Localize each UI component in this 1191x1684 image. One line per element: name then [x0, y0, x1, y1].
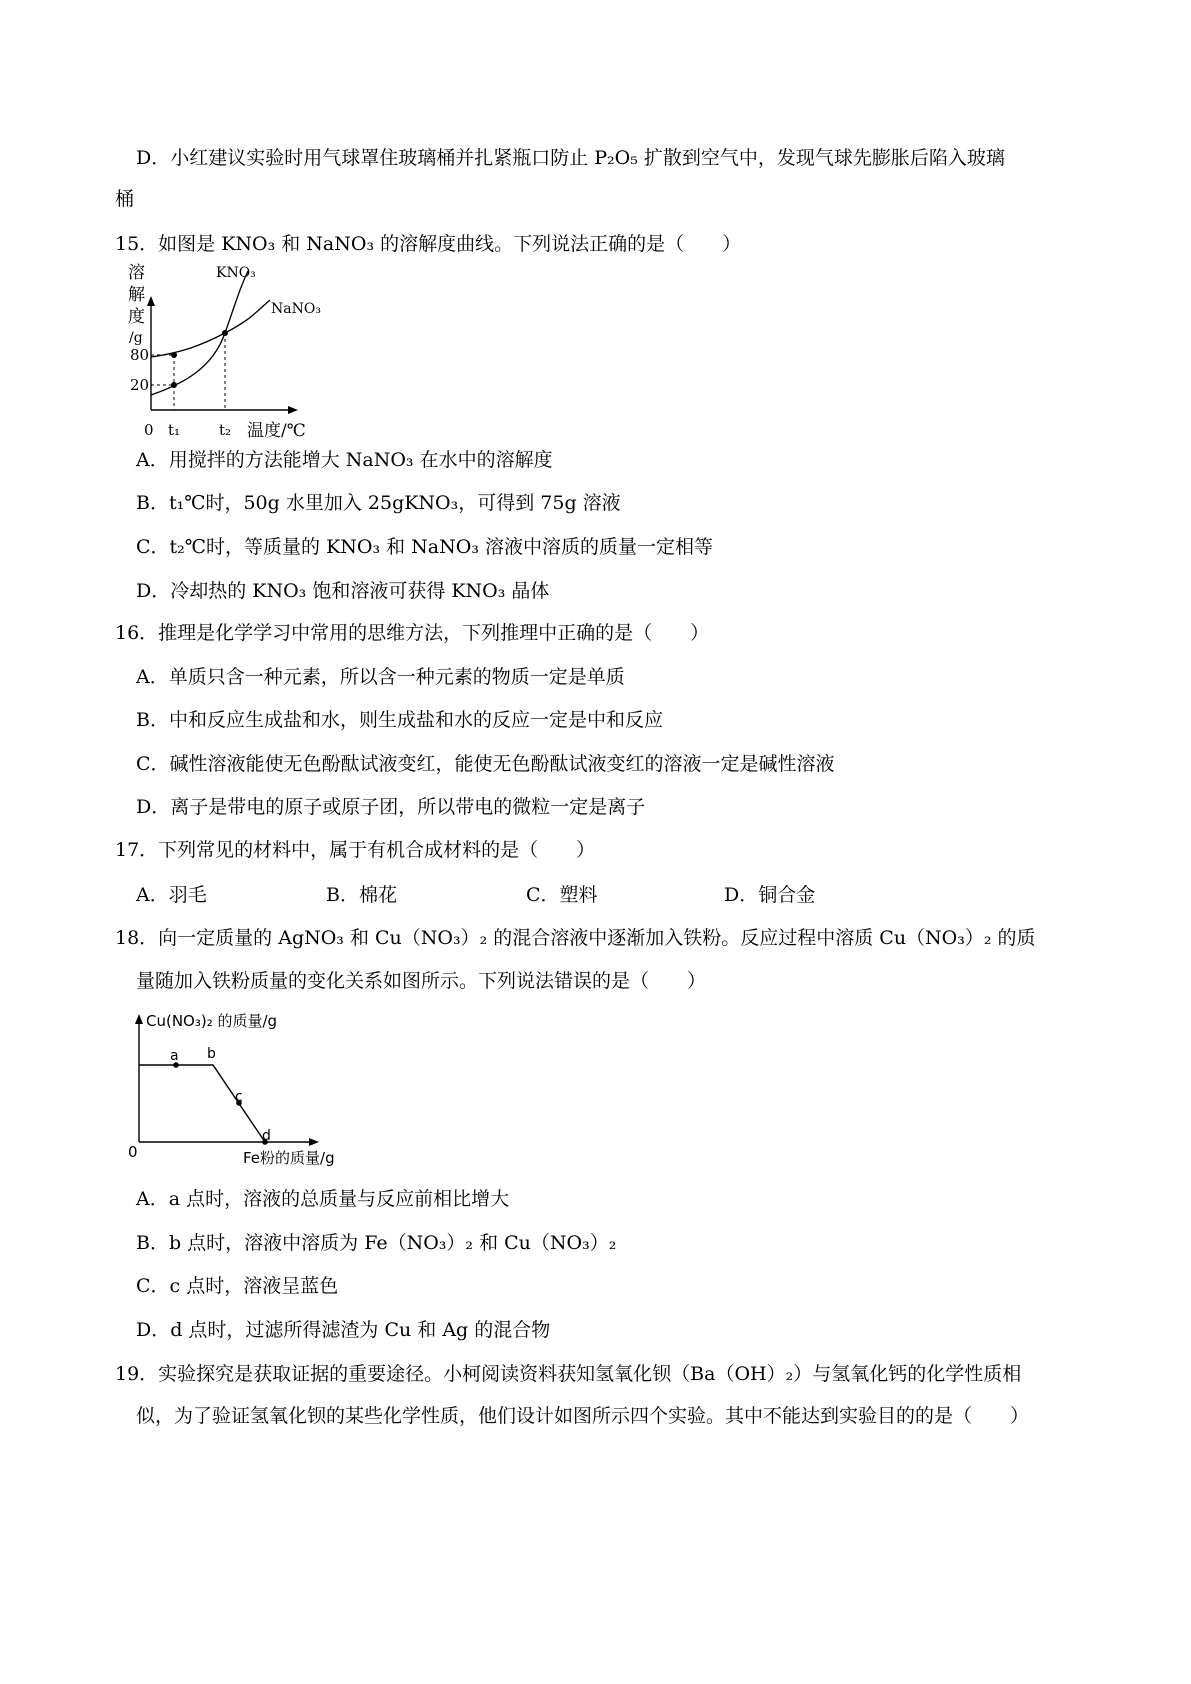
q15-x-tick-t1: t₁ [168, 421, 181, 439]
q18-stem-continued: 量随加入铁粉质量的变化关系如图所示。下列说法错误的是（ ） [136, 970, 707, 992]
q15-option-a: A．用搅拌的方法能增大 NaNO₃ 在水中的溶解度 [136, 449, 553, 471]
q16-option-b: B．中和反应生成盐和水，则生成盐和水的反应一定是中和反应 [136, 709, 663, 731]
q15-x-tick-t2: t₂ [219, 421, 232, 439]
q18-point-d: d [262, 1128, 271, 1144]
q18-option-d: D．d 点时，过滤所得滤渣为 Cu 和 Ag 的混合物 [136, 1319, 551, 1341]
q19-stem-continued: 似，为了验证氢氧化钡的某些化学性质，他们设计如图所示四个实验。其中不能达到实验目的的是（ ） [136, 1405, 1030, 1427]
q17-option-d: D．铜合金 [724, 884, 816, 906]
q16-option-c: C．碱性溶液能使无色酚酞试液变红，能使无色酚酞试液变红的溶液一定是碱性溶液 [136, 753, 835, 775]
q18-option-b: B．b 点时，溶液中溶质为 Fe（NO₃）₂ 和 Cu（NO₃）₂ [136, 1232, 617, 1254]
q18-mass-line [139, 1065, 265, 1142]
q17-option-c: C．塑料 [526, 884, 598, 906]
q15-kno3-curve [151, 271, 248, 395]
q15-solubility-figure [120, 258, 330, 453]
q18-option-a: A．a 点时，溶液的总质量与反应前相比增大 [136, 1188, 510, 1210]
q16-stem: 16．推理是化学学习中常用的思维方法，下列推理中正确的是（ ） [115, 622, 710, 644]
q15-origin: 0 [144, 421, 154, 439]
q15-option-b: B．t₁℃时，50g 水里加入 25gKNO₃，可得到 75g 溶液 [136, 492, 621, 514]
q18-point-c: c [235, 1089, 243, 1105]
q15-y-tick-20: 20 [130, 376, 150, 394]
q15-legend-nano3: NaNO₃ [271, 301, 321, 317]
q18-x-label: Fe粉的质量/g [243, 1149, 335, 1167]
q15-option-c: C．t₂℃时，等质量的 KNO₃ 和 NaNO₃ 溶液中溶质的质量一定相等 [136, 536, 713, 558]
q14-option-d: D．小红建议实验时用气球罩住玻璃桶并扎紧瓶口防止 P₂O₅ 扩散到空气中，发现气球先膨胀后陷入玻璃 [136, 147, 1005, 169]
q15-legend-kno3: KNO₃ [216, 265, 256, 281]
q18-point-a: a [170, 1048, 179, 1064]
q15-option-d: D．冷却热的 KNO₃ 饱和溶液可获得 KNO₃ 晶体 [136, 580, 550, 602]
q16-option-a: A．单质只含一种元素，所以含一种元素的物质一定是单质 [136, 666, 625, 688]
q18-point-b: b [207, 1046, 216, 1062]
q18-y-label: Cu(NO₃)₂ 的质量/g [146, 1012, 278, 1030]
q15-x-label: 温度/℃ [247, 421, 306, 441]
q18-origin: 0 [128, 1143, 138, 1161]
q15-y-tick-80: 80 [130, 346, 150, 364]
q17-option-a: A．羽毛 [136, 884, 207, 906]
q15-stem: 15．如图是 KNO₃ 和 NaNO₃ 的溶解度曲线。下列说法正确的是（ ） [115, 233, 742, 255]
q18-option-c: C．c 点时，溶液呈蓝色 [136, 1275, 339, 1297]
q17-option-b: B．棉花 [326, 884, 397, 906]
q18-mass-figure [125, 1008, 385, 1173]
q15-y-label: 溶解度/g [128, 263, 145, 346]
q17-stem: 17．下列常见的材料中，属于有机合成材料的是（ ） [115, 839, 596, 861]
q18-stem: 18．向一定质量的 AgNO₃ 和 Cu（NO₃）₂ 的混合溶液中逐渐加入铁粉。反应过程中溶质 Cu（NO₃）₂ 的质 [115, 927, 1036, 949]
q16-option-d: D．离子是带电的原子或原子团，所以带电的微粒一定是离子 [136, 796, 646, 818]
q15-nano3-curve [151, 300, 270, 357]
q19-stem: 19．实验探究是获取证据的重要途径。小柯阅读资料获知氢氧化钡（Ba（OH）₂）与氢氧化钙的化学性质相 [115, 1363, 1022, 1385]
q14-option-d-continued: 桶 [115, 188, 135, 210]
